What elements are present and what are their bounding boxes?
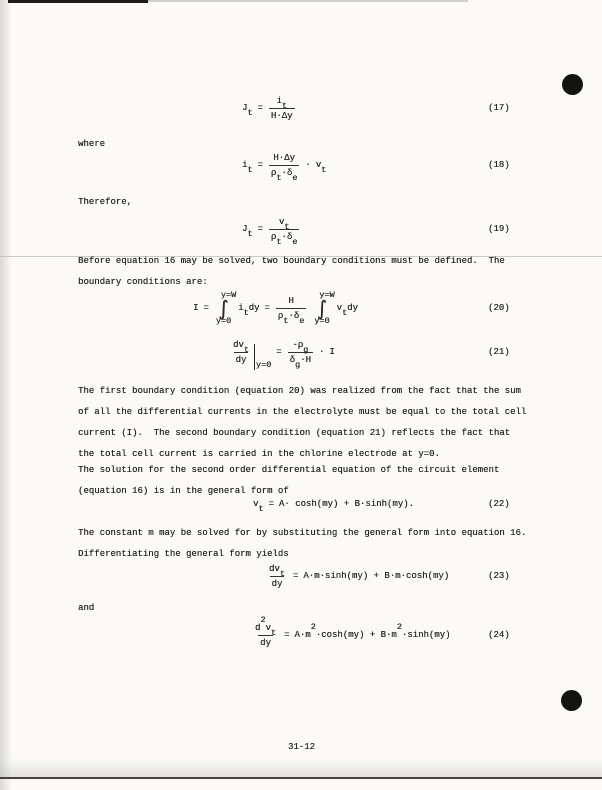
label-therefore: Therefore, xyxy=(78,197,133,207)
integral-icon: ∫ xyxy=(316,295,328,320)
evaluation-bar xyxy=(254,344,255,370)
integral-upper-limit: y=W xyxy=(220,289,237,300)
eq20-equals: = xyxy=(203,302,209,313)
paragraph-line: boundary conditions are: xyxy=(78,277,208,287)
eq20-integrand-1: $i_tdy$ xyxy=(238,302,260,319)
eq20-lhs: I xyxy=(193,302,199,313)
registration-dot-top xyxy=(562,74,583,95)
eq21-numerator-1: $dv_t$ xyxy=(233,339,249,356)
eq24-numerator: $d^2v_t$ xyxy=(255,614,277,639)
scan-artifact-top-strip xyxy=(8,0,148,3)
paragraph-line: The first boundary condition (equation 20) was realized from the fact that the sum xyxy=(78,386,521,396)
paragraph-line: Differentiating the general form yields xyxy=(78,549,289,559)
eq21-fraction-2 xyxy=(288,339,313,371)
equation-23 xyxy=(0,562,602,590)
eq24-denominator: dy xyxy=(258,635,273,649)
eq24-number: (24) xyxy=(488,630,510,640)
eq19-number: (19) xyxy=(488,224,510,234)
eq20-integrand-2: $v_tdy$ xyxy=(336,302,358,319)
equation-18 xyxy=(0,151,602,184)
equation-22 xyxy=(0,497,602,515)
label-and: and xyxy=(78,603,95,613)
registration-dot-bottom xyxy=(561,690,582,711)
eq22-number: (22) xyxy=(488,499,510,509)
paragraph-line: current (I). The second boundary condition (equation 21) reflects the fact that xyxy=(78,428,511,438)
eq20-integral-1 xyxy=(215,289,237,326)
eq23-equals: = xyxy=(292,570,299,581)
eq17-numerator: $i_t$ xyxy=(276,95,287,112)
equation-19 xyxy=(0,215,602,248)
eq22-rhs: A· cosh(my) + B·sinh(my). xyxy=(278,498,414,509)
eq20-denominator: $\rho_t\cdot\delta_e$ xyxy=(276,308,306,322)
paragraph-line: The solution for the second order differential equation of the circuit element xyxy=(78,465,500,475)
paragraph-line: the total cell current is carried in the chlorine electrode at y=0. xyxy=(78,449,440,459)
evaluation-point: y=0 xyxy=(255,360,272,370)
eq20-numerator: H xyxy=(288,295,294,306)
equation-20 xyxy=(0,288,602,328)
scan-artifact-bottom-line xyxy=(0,777,602,779)
eq18-number: (18) xyxy=(488,160,510,170)
eq19-lhs: $J_t$ xyxy=(242,223,253,240)
eq18-denominator: $\rho_t\cdot\delta_e$ xyxy=(269,165,299,179)
label-where: where xyxy=(78,139,106,149)
eq23-number: (23) xyxy=(488,571,510,581)
eq18-fraction xyxy=(269,152,299,184)
eq24-fraction xyxy=(253,614,278,649)
eq24-rhs: $A\cdot m^2\cdot\cosh(my) + B\cdot m^2\cdot\sinh(my)$ xyxy=(294,621,451,640)
eq21-numerator-2: $-\rho_g$ xyxy=(292,339,309,356)
eq21-rhs: I xyxy=(329,346,335,357)
eq19-numerator: $v_t$ xyxy=(278,216,290,233)
eq17-denominator: H·Δy xyxy=(269,108,295,122)
eq21-denominator-2: $\delta_g\cdot H$ xyxy=(288,352,313,366)
eq21-fraction-1 xyxy=(231,339,251,366)
paragraph-line: The constant m may be solved for by substituting the general form into equation 16. xyxy=(78,528,527,538)
paragraph-line: Before equation 16 may be solved, two boundary conditions must be defined. The xyxy=(78,256,505,266)
integral-upper-limit: y=W xyxy=(319,289,335,300)
eq18-numerator: H·Δy xyxy=(273,152,295,163)
equation-24 xyxy=(0,614,602,652)
eq20-number: (20) xyxy=(488,303,510,313)
eq22-lhs: $v_t$ xyxy=(253,498,264,515)
eq18-dot-operator: · xyxy=(305,159,311,170)
eq23-rhs: A·m·sinh(my) + B·m·cosh(my) xyxy=(303,570,450,581)
eq18-lhs: $i_t$ xyxy=(242,159,253,176)
paragraph-line: (equation 16) is in the general form of xyxy=(78,486,289,496)
eq17-fraction xyxy=(269,95,295,122)
eq23-denominator: dy xyxy=(270,576,285,590)
page-number: 31-12 xyxy=(288,742,316,752)
eq24-equals: = xyxy=(284,629,290,640)
equation-17 xyxy=(0,93,602,123)
eq23-numerator: $dv_t$ xyxy=(269,563,285,580)
integral-icon: ∫ xyxy=(218,295,229,320)
eq23-fraction xyxy=(267,563,287,590)
scan-artifact-top-strip-faint xyxy=(148,0,468,2)
eq17-lhs: $J_t$ xyxy=(242,102,253,119)
eq19-denominator: $\rho_t\cdot\delta_e$ xyxy=(269,229,299,243)
eq21-number: (21) xyxy=(488,347,510,357)
eq19-fraction xyxy=(269,216,299,248)
eq21-equals: = xyxy=(276,346,282,357)
eq17-equals: = xyxy=(257,102,263,113)
integral-lower-limit: y=0 xyxy=(215,315,232,326)
integral-lower-limit: y=0 xyxy=(314,315,330,326)
eq20-fraction xyxy=(276,295,306,327)
eq22-equals: = xyxy=(268,498,274,509)
equation-21 xyxy=(0,334,602,370)
eq21-dot-operator: · xyxy=(318,346,325,357)
eq20-integral-2 xyxy=(314,289,335,326)
eq18-equals: = xyxy=(257,159,263,170)
eq21-derivative-evaluated xyxy=(230,339,272,370)
scan-artifact-bottom-band xyxy=(0,758,602,777)
paragraph-line: of all the differential currents in the electrolyte must be equal to the total cell xyxy=(78,407,527,417)
eq21-denominator-1: dy xyxy=(234,352,249,366)
eq19-equals: = xyxy=(257,223,263,234)
eq20-equals-2: = xyxy=(264,302,270,313)
eq18-rhs: $v_t$ xyxy=(315,159,327,176)
eq17-number: (17) xyxy=(488,103,510,113)
